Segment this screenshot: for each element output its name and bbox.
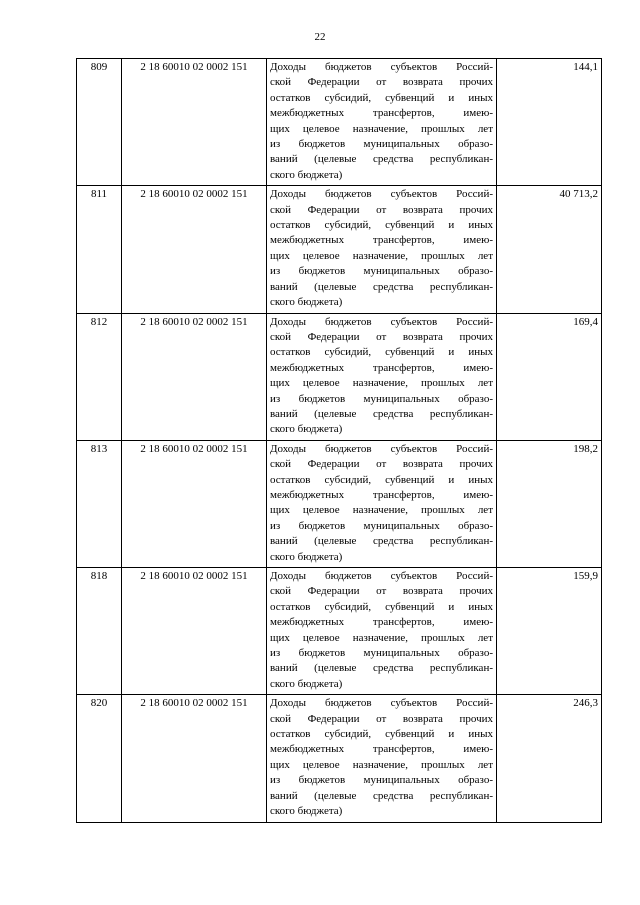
budget-classification-code-cell: 2 18 60010 02 0002 151 bbox=[122, 440, 267, 567]
admin-code-cell: 818 bbox=[77, 568, 122, 695]
income-name-line: ского бюджета) bbox=[270, 677, 343, 690]
income-name-line: ского бюджета) bbox=[270, 805, 343, 818]
admin-code-cell: 812 bbox=[77, 313, 122, 440]
income-name-line: из бюджетов муниципальных образо- bbox=[270, 774, 493, 787]
amount-cell: 198,2 bbox=[497, 440, 602, 567]
budget-classification-code-cell: 2 18 60010 02 0002 151 bbox=[122, 59, 267, 186]
income-name-line: ского бюджета) bbox=[270, 550, 343, 563]
income-name-line: ского бюджета) bbox=[270, 168, 343, 181]
income-name-line: межбюджетных трансфертов, имею- bbox=[270, 234, 493, 247]
page-number: 22 bbox=[314, 31, 326, 43]
amount-cell: 169,4 bbox=[497, 313, 602, 440]
income-name-line: из бюджетов муниципальных образо- bbox=[270, 647, 493, 660]
budget-classification-code-cell: 2 18 60010 02 0002 151 bbox=[122, 186, 267, 313]
admin-code-cell: 811 bbox=[77, 186, 122, 313]
income-name-cell bbox=[267, 186, 497, 313]
income-name-line: щих целевое назначение, прошлых лет bbox=[270, 631, 493, 644]
income-name-line: межбюджетных трансфертов, имею- bbox=[270, 488, 493, 501]
income-name-line: Доходы бюджетов субъектов Россий- bbox=[270, 570, 493, 582]
amount-cell: 144,1 bbox=[497, 59, 602, 186]
income-name-line: ваний (целевые средства республикан- bbox=[270, 407, 493, 420]
income-name-line: остатков субсидий, субвенций и иных bbox=[270, 473, 493, 486]
income-name-line: межбюджетных трансфертов, имею- bbox=[270, 616, 493, 629]
table-row bbox=[77, 59, 602, 186]
income-name-line: Доходы бюджетов субъектов Россий- bbox=[270, 188, 493, 201]
income-name-cell bbox=[267, 568, 497, 695]
income-name-line: ваний (целевые средства республикан- bbox=[270, 662, 493, 675]
table-row bbox=[77, 695, 602, 822]
income-name-line: остатков субсидий, субвенций и иных bbox=[270, 91, 493, 104]
income-name-line: ской Федерации от возврата прочих bbox=[270, 203, 493, 216]
table-row bbox=[77, 186, 602, 313]
income-name-cell bbox=[267, 313, 497, 440]
income-name-line: щих целевое назначение, прошлых лет bbox=[270, 758, 493, 771]
income-name-line: Доходы бюджетов субъектов Россий- bbox=[270, 697, 493, 710]
income-name-cell bbox=[267, 695, 497, 822]
income-name-line: Доходы бюджетов субъектов Россий- bbox=[270, 315, 493, 328]
income-name-line: из бюджетов муниципальных образо- bbox=[270, 265, 493, 278]
income-name-line: межбюджетных трансфертов, имею- bbox=[270, 743, 493, 756]
income-name-line: щих целевое назначение, прошлых лет bbox=[270, 377, 493, 390]
income-name-line: из бюджетов муниципальных образо- bbox=[270, 138, 493, 151]
income-name-line: ской Федерации от возврата прочих bbox=[270, 712, 493, 725]
income-name-line: ской Федерации от возврата прочих bbox=[270, 330, 493, 343]
income-name-line: ской Федерации от возврата прочих bbox=[270, 585, 493, 598]
income-name-line: ваний (целевые средства республикан- bbox=[270, 280, 493, 293]
income-name-line: из бюджетов муниципальных образо- bbox=[270, 392, 493, 405]
budget-classification-code-cell: 2 18 60010 02 0002 151 bbox=[122, 313, 267, 440]
income-name-line: ского бюджета) bbox=[270, 423, 343, 436]
admin-code-cell: 820 bbox=[77, 695, 122, 822]
income-name-line: остатков субсидий, субвенций и иных bbox=[270, 219, 493, 232]
budget-classification-code-cell: 2 18 60010 02 0002 151 bbox=[122, 695, 267, 822]
amount-cell: 159,9 bbox=[497, 568, 602, 695]
income-name-cell bbox=[267, 59, 497, 186]
income-name-line: остатков субсидий, субвенций и иных bbox=[270, 600, 493, 613]
income-name-line: Доходы бюджетов субъектов Россий- bbox=[270, 442, 493, 455]
amount-cell: 246,3 bbox=[497, 695, 602, 822]
amount-cell: 40 713,2 bbox=[497, 186, 602, 313]
table-row bbox=[77, 568, 602, 695]
income-name-line: Доходы бюджетов субъектов Россий- bbox=[270, 61, 493, 73]
income-name-line: ской Федерации от возврата прочих bbox=[270, 76, 493, 89]
income-name-line: межбюджетных трансфертов, имею- bbox=[270, 107, 493, 120]
admin-code-cell: 813 bbox=[77, 440, 122, 567]
table-body bbox=[77, 59, 602, 823]
table-row bbox=[77, 313, 602, 440]
admin-code-cell: 809 bbox=[77, 59, 122, 186]
income-name-line: щих целевое назначение, прошлых лет bbox=[270, 504, 493, 517]
income-name-cell bbox=[267, 440, 497, 567]
budget-classification-code-cell: 2 18 60010 02 0002 151 bbox=[122, 568, 267, 695]
income-name-line: межбюджетных трансфертов, имею- bbox=[270, 361, 493, 374]
income-name-line: остатков субсидий, субвенций и иных bbox=[270, 728, 493, 741]
income-name-line: ваний (целевые средства республикан- bbox=[270, 535, 493, 548]
income-name-line: ской Федерации от возврата прочих bbox=[270, 458, 493, 471]
income-name-line: щих целевое назначение, прошлых лет bbox=[270, 122, 493, 135]
income-name-line: остатков субсидий, субвенций и иных bbox=[270, 346, 493, 359]
budget-table bbox=[76, 58, 602, 823]
income-name-line: из бюджетов муниципальных образо- bbox=[270, 519, 493, 532]
income-name-line: щих целевое назначение, прошлых лет bbox=[270, 249, 493, 262]
income-name-line: ваний (целевые средства республикан- bbox=[270, 789, 493, 802]
income-name-line: ского бюджета) bbox=[270, 296, 343, 309]
table-row bbox=[77, 440, 602, 567]
income-name-line: ваний (целевые средства республикан- bbox=[270, 153, 493, 166]
